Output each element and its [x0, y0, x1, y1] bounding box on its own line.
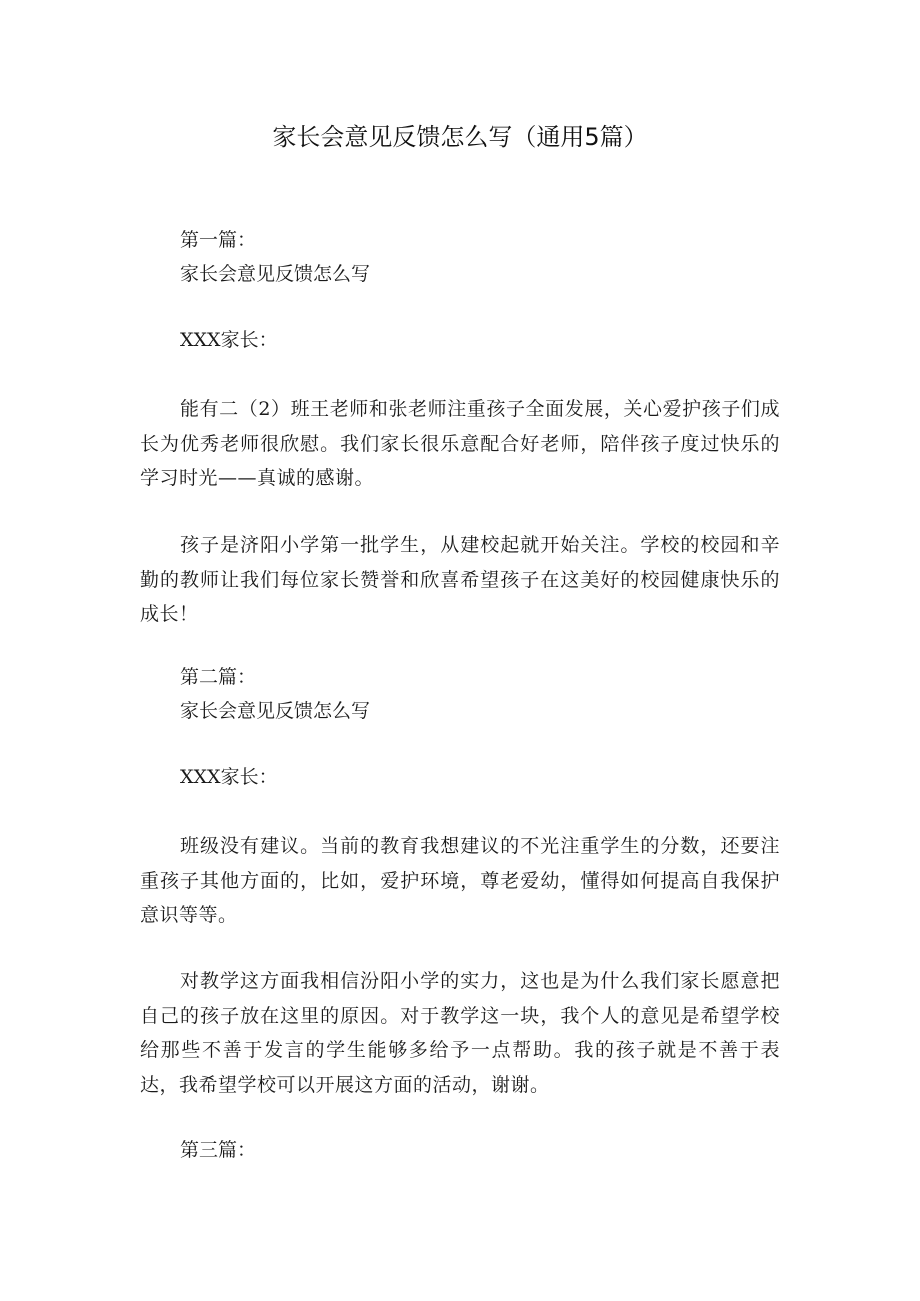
document-title: 家长会意见反馈怎么写（通用5篇） — [272, 123, 648, 151]
section-2-heading: 第二篇： — [180, 666, 257, 688]
section-2-subheading: 家长会意见反馈怎么写 — [180, 700, 371, 722]
section-1-paragraph-2: 孩子是济阳小学第一批学生，从建校起就开始关注。学校的校园和辛勤的教师让我们每位家长赞誉和欣喜希望孩子在这美好的校园健康快乐的成长！ — [140, 534, 780, 625]
section-2-paragraph-2: 对教学这方面我相信汾阳小学的实力，这也是为什么我们家长愿意把自己的孩子放在这里的原因。对于教学这一块，我个人的意见是希望学校给那些不善于发言的学生能够多给予一点帮助。我的孩子就是不善于表达，我希望学校可以开展这方面的活动，谢谢。 — [140, 970, 780, 1096]
section-1-paragraph-1: 能有二（2）班王老师和张老师注重孩子全面发展，关心爱护孩子们成长为优秀老师很欣慰。我们家长很乐意配合好老师，陪伴孩子度过快乐的学习时光——真诚的感谢。 — [140, 398, 780, 489]
section-1-subheading: 家长会意见反馈怎么写 — [180, 263, 371, 285]
section-2-paragraph-1: 班级没有建议。当前的教育我想建议的不光注重学生的分数，还要注重孩子其他方面的，比如，爱护环境，尊老爱幼，懂得如何提高自我保护意识等等。 — [140, 835, 780, 926]
section-2-salutation: XXX家长： — [180, 766, 278, 788]
section-1-heading: 第一篇： — [180, 229, 257, 251]
section-3-heading: 第三篇： — [180, 1139, 257, 1161]
section-1-salutation: XXX家长： — [180, 329, 278, 351]
